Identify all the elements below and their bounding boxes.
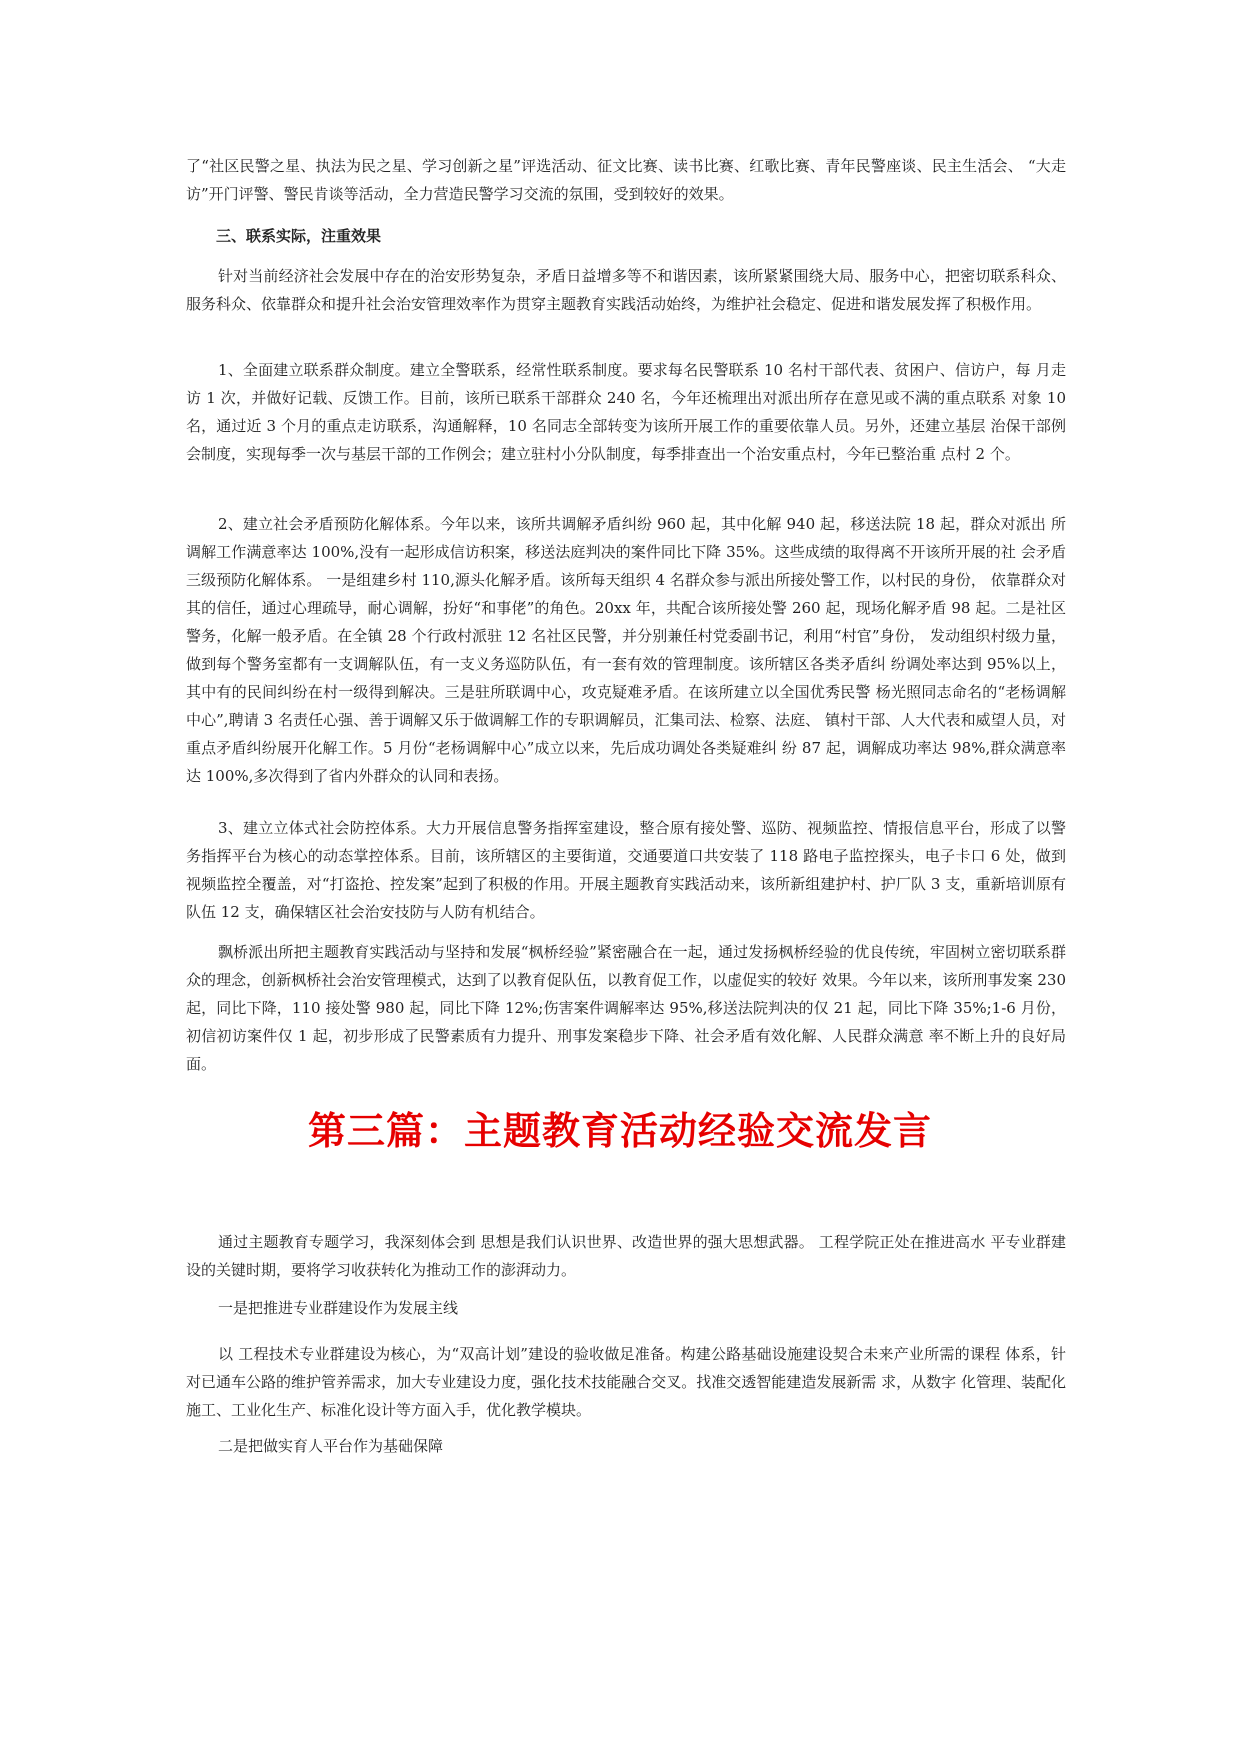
chapter-3-intro-paragraph: 通过主题教育专题学习，我深刻体会到 思想是我们认识世界、改造世界的强大思想武器。 工程学院正处在推进高水 平专业群建设的关键时期，要将学习收获转化为推动工作的澎湃动力。 xyxy=(186,1233,1066,1279)
section-3-heading: 三、联系实际，注重效果 xyxy=(216,227,382,245)
point-2-heading: 二是把做实育人平台作为基础保障 xyxy=(218,1437,444,1455)
item-2-paragraph: 2、建立社会矛盾预防化解体系。今年以来，该所共调解矛盾纠纷 960 起，其中化解 940 起，移送法院 18 起，群众对派出 所调解工作满意率达 100%,没有一起形成信访积案，移送法庭判决的案件同比下降 35%。这些成绩的取得离不开该所开展的社 会矛盾三级预防化解体系。 一是组建乡村 110,源头化解矛盾。该所每天组织 4 名群众参与派出所接处警工作，以村民的身份， 依靠群众对其的信任，通过心理疏导，耐心调解，扮好“和事佬”的角色。20xx 年，共配合该所接处警 260 起，现场化解矛盾 98 起。二是社区警务，化解一般矛盾。在全镇 28 个行政村派驻 12 名社区民警，并分别兼任村党委副书记，利用“村官”身份， 发动组织村级力量，做到每个警务室都有一支调解队伍，有一支义务巡防队伍，有一套有效的管理制度。该所辖区各类矛盾纠 纷调处率达到 95%以上，其中有的民间纠纷在村一级得到解决。三是驻所联调中心，攻克疑难矛盾。在该所建立以全国优秀民警 杨光照同志命名的“老杨调解中心”,聘请 3 名责任心强、善于调解又乐于做调解工作的专职调解员，汇集司法、检察、法庭、 镇村干部、人大代表和威望人员，对重点矛盾纠纷展开化解工作。5 月份“老杨调解中心”成立以来，先后成功调处各类疑难纠 纷 87 起，调解成功率达 98%,群众满意率达 100%,多次得到了省内外群众的认同和表扬。 xyxy=(186,515,1066,785)
intro-paragraph: 了“社区民警之星、执法为民之星、学习创新之星”评选活动、征文比赛、读书比赛、红歌比赛、青年民警座谈、民主生活会、 “大走访”开门评警、警民肯谈等活动，全力营造民警学习交流的氛围，受到较好的效果。 xyxy=(186,157,1066,203)
point-1-paragraph: 以 工程技术专业群建设为核心，为“双高计划”建设的验收做足准备。构建公路基础设施建设契合未来产业所需的课程 体系，针对已通车公路的维护管养需求，加大专业建设力度，强化技术技能融合交叉。找准交透智能建造发展新需 求，从数字 化管理、装配化施工、工业化生产、标准化设计等方面入手，优化教学模块。 xyxy=(186,1345,1066,1419)
item-3-paragraph: 3、建立立体式社会防控体系。大力开展信息警务指挥室建设，整合原有接处警、巡防、视频监控、情报信息平台，形成了以警务指挥平台为核心的动态掌控体系。目前，该所辖区的主要街道，交通要道口共安装了 118 路电子监控探头，电子卡口 6 处，做到视频监控全覆盖，对“打盗抢、控发案”起到了积极的作用。开展主题教育实践活动来，该所新组建护村、护厂队 3 支，重新培训原有队伍 12 支，确保辖区社会治安技防与人防有机结合。 xyxy=(186,819,1066,921)
summary-paragraph: 飘桥派出所把主题教育实践活动与坚持和发展“枫桥经验”紧密融合在一起，通过发扬枫桥经验的优良传统，牢固树立密切联系群众的理念，创新枫桥社会治安管理模式，达到了以教育促队伍，以教育促工作，以虚促实的较好 效果。今年以来，该所刑事发案 230 起，同比下降，110 接处警 980 起，同比下降 12%;伤害案件调解率达 95%,移送法院判决的仅 21 起，同比下降 35%;1-6 月份，初信初访案件仅 1 起，初步形成了民警素质有力提升、刑事发案稳步下降、社会矛盾有效化解、人民群众满意 率不断上升的良好局面。 xyxy=(186,943,1066,1073)
item-1-paragraph: 1、全面建立联系群众制度。建立全警联系，经常性联系制度。要求每名民警联系 10 名村干部代表、贫困户、信访户，每 月走访 1 次，并做好记载、反馈工作。目前，该所已联系干部群众 240 名，今年还梳理出对派出所存在意见或不满的重点联系 对象 10 名，通过近 3 个月的重点走访联系，沟通解释，10 名同志全部转变为该所开展工作的重要依靠人员。另外，还建立基层 治保干部例会制度，实现每季一次与基层干部的工作例会；建立驻村小分队制度，每季排查出一个治安重点村，今年已整治重 点村 2 个。 xyxy=(186,361,1066,463)
point-1-heading: 一是把推进专业群建设作为发展主线 xyxy=(218,1299,459,1317)
section-3-intro-paragraph: 针对当前经济社会发展中存在的治安形势复杂，矛盾日益增多等不和谐因素，该所紧紧围绕大局、服务中心，把密切联系科众、服务科众、依靠群众和提升社会治安管理效率作为贯穿主题教育实践活动始终，为维护社会稳定、促进和谐发展发挥了积极作用。 xyxy=(186,267,1066,313)
chapter-3-title: 第三篇：主题教育活动经验交流发言 xyxy=(307,1109,932,1153)
